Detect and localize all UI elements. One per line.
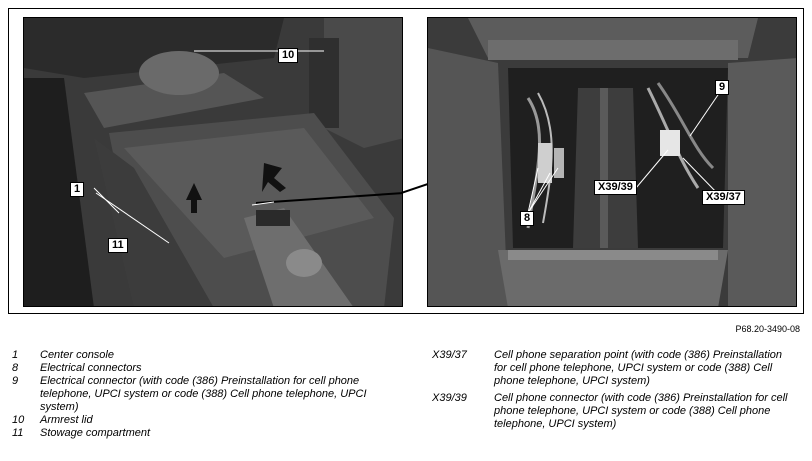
callout-x39-37: X39/37 [702, 190, 745, 205]
callout-11: 11 [108, 238, 128, 253]
legend-item [12, 427, 372, 440]
legend-key: X39/37 [432, 349, 467, 361]
legend-key: 11 [12, 427, 24, 439]
connectors-illustration [428, 18, 797, 307]
figure-reference: P68.20-3490-08 [735, 324, 800, 334]
legend-item [12, 414, 372, 427]
legend-text: Cell phone connector (with code (386) Preinstallation for cell phone telephone, UPCI system or code (388) Cell phone telephone, UPCI system) [494, 392, 788, 430]
legend-key: 10 [12, 414, 25, 426]
figure-frame [8, 8, 804, 314]
legend-key: X39/39 [432, 392, 467, 404]
legend-key: 8 [12, 362, 19, 374]
legend-text: Stowage compartment [40, 427, 151, 439]
callout-1: 1 [70, 182, 84, 197]
legend-left [12, 349, 372, 440]
photo-electrical-connectors [427, 17, 797, 307]
callout-x39-39: X39/39 [594, 180, 637, 195]
legend-text: Electrical connector (with code (386) Preinstallation for cell phone telephone, UPCI system or code (388) Cell phone telephone, UPCI system) [40, 375, 367, 413]
legend-text: Armrest lid [40, 414, 93, 426]
legend-item [12, 349, 372, 362]
legend-text: Center console [40, 349, 114, 361]
legend-item [12, 375, 372, 414]
legend-text: Cell phone separation point (with code (386) Preinstallation for cell phone telephone, UPCI system or code (388) Cell phone telephone, UPCI system) [494, 349, 783, 387]
legend-item [432, 349, 792, 388]
legend-item [12, 362, 372, 375]
legend-key: 1 [12, 349, 19, 361]
callout-10: 10 [278, 48, 298, 63]
legend-key: 9 [12, 375, 19, 387]
center-console-illustration [24, 18, 403, 307]
photo-center-console [23, 17, 403, 307]
legend-item [432, 392, 792, 431]
callout-8: 8 [520, 211, 534, 226]
legend-text: Electrical connectors [40, 362, 142, 374]
callout-9: 9 [715, 80, 729, 95]
legend-right [432, 349, 792, 431]
